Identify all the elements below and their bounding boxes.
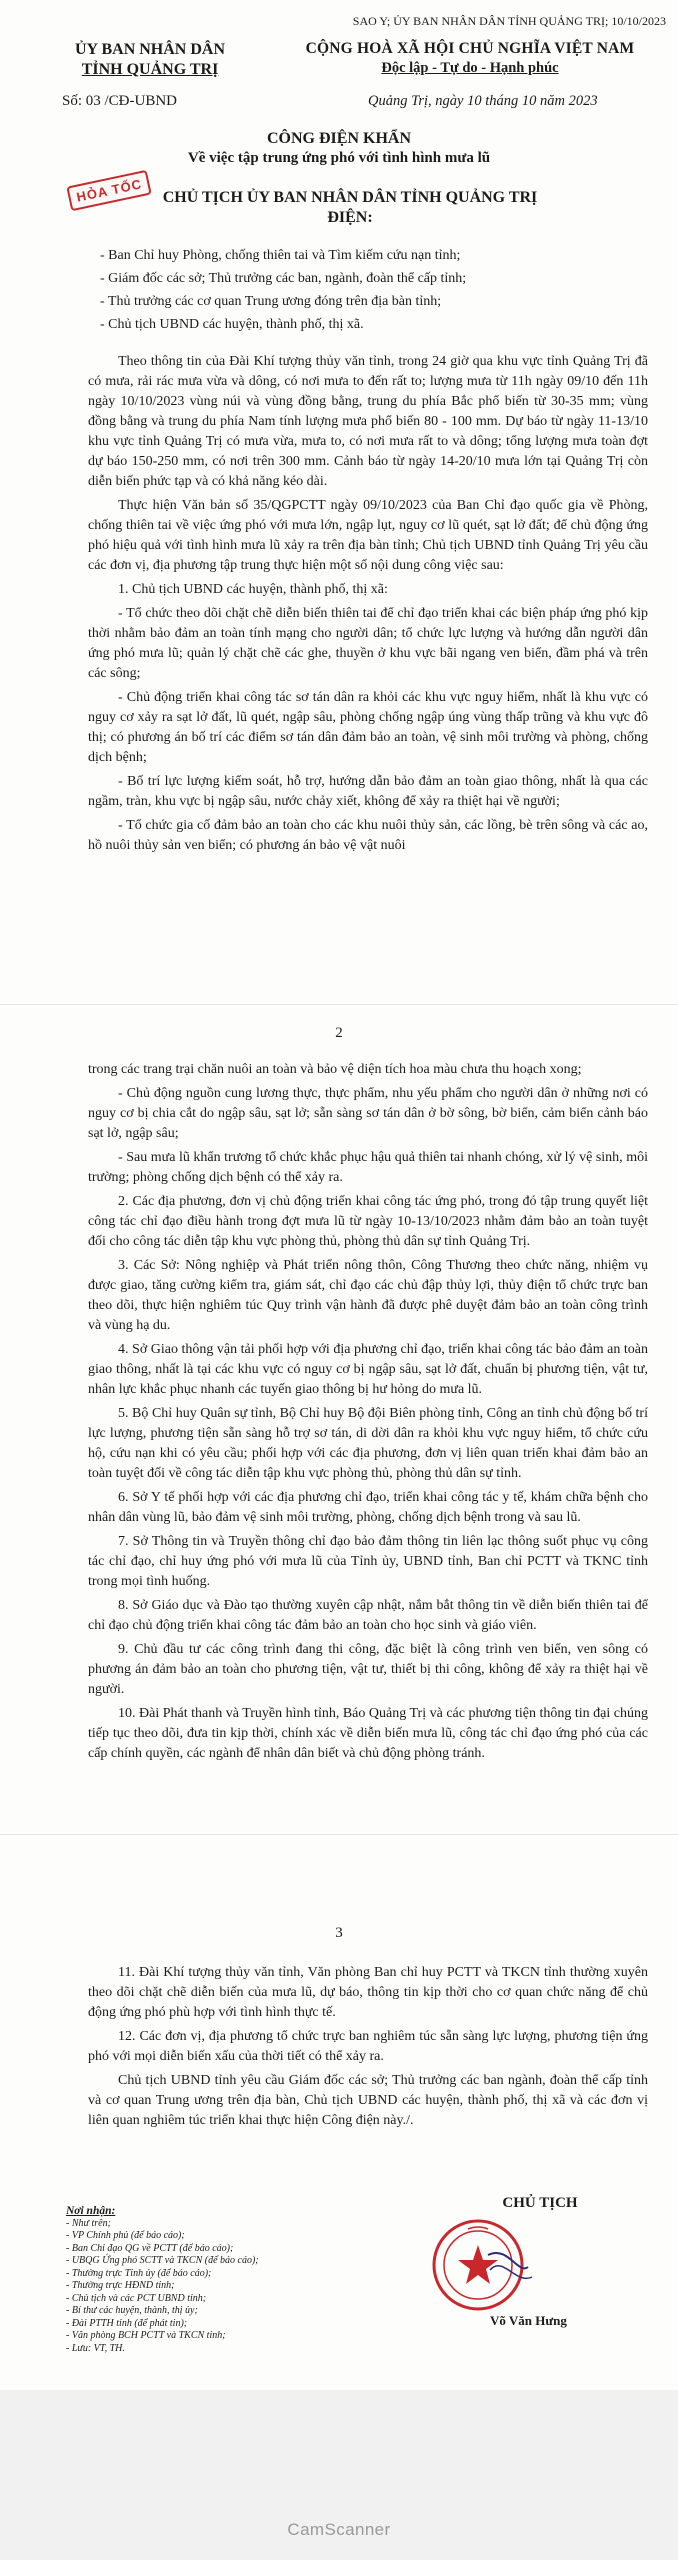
document-subtitle: Về việc tập trung ứng phó với tình hình mưa lũ (187, 150, 491, 166)
page1-body (88, 352, 648, 860)
page-number: 2 (335, 1025, 343, 1041)
recipients-block-item: - VP Chính phủ (để báo cáo); (66, 2230, 185, 2241)
paragraph: 12. Các đơn vị, địa phương tổ chức trực ban nghiêm túc sẵn sàng lực lượng, phương tiện ứng phó với mọi diễn biến xấu của thời tiết có thể xảy ra. (88, 2029, 648, 2064)
recipients-block (66, 2205, 259, 2355)
recipients-block-item: - Lưu: VT, TH. (66, 2342, 125, 2354)
issuer-line2: TỈNH QUẢNG TRỊ (81, 61, 219, 78)
national-title: CỘNG HOÀ XÃ HỘI CHỦ NGHĨA VIỆT NAM (305, 40, 635, 57)
recipient-list (100, 246, 640, 338)
page2-body (88, 1060, 648, 1768)
scanner-brand: CamScanner (287, 2520, 391, 2539)
signer-name: Võ Văn Hưng (490, 2313, 567, 2328)
paragraph: - Tổ chức gia cố đảm bảo an toàn cho các khu nuôi thủy sản, các lồng, bè trên sông và các ao, hồ nuôi thủy sản ven biển; có phương án bảo vệ vật nuôi (88, 818, 648, 853)
document-page-1 (0, 0, 678, 1005)
recipient-item: - Giám đốc các sở; Thủ trưởng các ban, ngành, đoàn thể cấp tỉnh; (100, 271, 467, 286)
recipients-block-item: - Bí thư các huyện, thành, thị ủy; (66, 2305, 198, 2316)
recipient-item: - Ban Chỉ huy Phòng, chống thiên tai và Tìm kiếm cứu nạn tỉnh; (100, 248, 461, 263)
recipients-block-item: - Như trên; (66, 2217, 111, 2229)
document-title: CÔNG ĐIỆN KHẨN (266, 130, 411, 147)
paragraph: 5. Bộ Chỉ huy Quân sự tỉnh, Bộ Chỉ huy Bộ đội Biên phòng tỉnh, Công an tỉnh chủ động bố trí lực lượng, phương tiện sẵn sàng hỗ trợ sơ tán, di dời dân ra khỏi khu vực nguy hiểm, tổ chức cứu hộ, cứu nạn khi có yêu cầu; phối hợp với các địa phương, đơn vị liên quan triển khai đảm bảo an toàn tuyệt đối về công tác diễn tập khu vực phòng thủ, phòng thủ dân sự tỉnh. (88, 1406, 648, 1481)
paragraph: 8. Sở Giáo dục và Đào tạo thường xuyên cập nhật, nắm bắt thông tin về diễn biến thiên tai để chỉ đạo chủ động triển khai công tác đảm bảo an toàn cho học sinh và giáo viên. (88, 1598, 648, 1633)
recipients-label: Nơi nhận: (66, 2205, 116, 2217)
document-page-2 (0, 1005, 678, 1835)
paragraph: 11. Đài Khí tượng thủy văn tỉnh, Văn phòng Ban chỉ huy PCTT và TKCN tỉnh thường xuyên theo dõi chặt chẽ diễn biến của mưa lũ, dự báo, thông tin kịp thời cho cơ quan chức năng để chủ động ứng phó phù hợp với tình hình thực tế. (88, 1965, 648, 2020)
paragraph: - Tổ chức theo dõi chặt chẽ diễn biến thiên tai để chỉ đạo triển khai các biện pháp ứng phó kịp thời nhằm bảo đảm an toàn tính mạng cho người dân; tổ chức lực lượng và hướng dẫn người dân ứng phó mưa lũ; quản lý chặt chẽ các ghe, thuyền ở khu vực bãi ngang ven biển, đầm phá và trên các sông; (88, 606, 648, 681)
paragraph: 6. Sở Y tế phối hợp với các địa phương chỉ đạo, triển khai công tác y tế, khám chữa bệnh cho nhân dân vùng lũ, bảo đảm vệ sinh môi trường, phòng, chống dịch bệnh trong và sau lũ. (88, 1490, 648, 1525)
paragraph: Thực hiện Văn bản số 35/QGPCTT ngày 09/10/2023 của Ban Chỉ đạo quốc gia về Phòng, chống thiên tai về việc ứng phó với mưa lớn, ngập lụt, nguy cơ lũ quét, sạt lở đất; để chủ động ứng phó hiệu quả với tình hình mưa lũ xảy ra trên địa bàn tỉnh; Chủ tịch UBND tỉnh Quảng Trị yêu cầu các đơn vị, địa phương tập trung thực hiện một số nội dung công việc sau: (88, 498, 648, 573)
signature-title: CHỦ TỊCH (502, 2195, 578, 2211)
urgent-stamp: HỎA TỐC (66, 170, 152, 212)
recipients-block-item: - Văn phòng BCH PCTT và TKCN tỉnh; (66, 2330, 226, 2341)
paragraph: trong các trang trại chăn nuôi an toàn và bảo vệ diện tích hoa màu chưa thu hoạch xong; (88, 1062, 582, 1077)
page3-body (88, 1963, 648, 2135)
paragraph: 7. Sở Thông tin và Truyền thông chỉ đạo bảo đảm thông tin liên lạc thông suốt phục vụ công tác chỉ đạo, chỉ huy ứng phó với mưa lũ của Tỉnh ủy, UBND tỉnh, Ban chỉ PCTT và TKNC tỉnh trong mọi tình huống. (88, 1534, 648, 1589)
recipients-block-item: - Ban Chỉ đạo QG về PCTT (để báo cáo); (66, 2242, 234, 2254)
paragraph: 10. Đài Phát thanh và Truyền hình tỉnh, Báo Quảng Trị và các phương tiện thông tin đại chúng tiếp tục theo dõi, đưa tin kịp thời, chính xác về diễn biến mưa lũ, công tác chỉ đạo ứng phó của các cấp chính quyền, các ngành để nhân dân biết và chủ động phòng tránh. (88, 1706, 648, 1761)
recipients-block-item: - Đài PTTH tỉnh (để phát tin); (66, 2317, 188, 2329)
paragraph: Chủ tịch UBND tỉnh yêu cầu Giám đốc các sở; Thủ trưởng các ban ngành, đoàn thể cấp tỉnh và cơ quan Trung ương trên địa bàn, Chủ tịch UBND các huyện, thành phố, thị xã và các đơn vị liên quan nghiêm túc triển khai thực hiện Công điện này./. (88, 2073, 648, 2128)
paragraph: 9. Chủ đầu tư các công trình đang thi công, đặc biệt là công trình ven biển, ven sông có phương án đảm bảo an toàn cho phương tiện, vật tư, thiết bị thi công, không để xảy ra thiệt hại về người. (88, 1642, 648, 1697)
paragraph: 4. Sở Giao thông vận tải phối hợp với địa phương chỉ đạo, triển khai công tác bảo đảm an toàn giao thông, nhất là tại các khu vực có nguy cơ bị ngập sâu, sạt lở đất, chuẩn bị phương tiện, vật tư, nhân lực khắc phục nhanh các tuyến giao thông bị hư hỏng do mưa lũ. (88, 1342, 648, 1397)
paragraph: - Chủ động triển khai công tác sơ tán dân ra khỏi các khu vực nguy hiểm, nhất là khu vực có nguy cơ xảy ra sạt lở đất, lũ quét, ngập sâu, phòng chống ngập úng vùng thấp trũng và khu vực đô thị; có phương án bố trí các điểm sơ tán dân đảm bảo an toàn, vệ sinh môi trường và phòng, chống dịch bệnh; (88, 690, 648, 765)
paragraph: - Chủ động nguồn cung lương thực, thực phẩm, nhu yếu phẩm cho người dân ở những nơi có nguy cơ bị chia cắt do ngập sâu, sạt lở; sẵn sàng sơ tán dân ở bờ sông, bờ biển, cảm biển cảnh báo sạt lở, ngập sâu; (88, 1086, 648, 1141)
recipients-block-item: - Chủ tịch và các PCT UBND tỉnh; (66, 2292, 207, 2304)
document-page-3 (0, 1835, 678, 2390)
recipients-block-item: - Thường trực HĐND tỉnh; (66, 2280, 175, 2291)
paragraph: - Bố trí lực lượng kiểm soát, hỗ trợ, hướng dẫn bảo đảm an toàn giao thông, nhất là qua các ngầm, tràn, khu vực bị ngập sâu, nước chảy xiết, không để xảy ra thiệt hại về người; (88, 774, 648, 809)
official-seal-icon (428, 2215, 538, 2315)
document-number: Số: 03 /CĐ-UBND (62, 93, 178, 109)
recipient-item: - Chủ tịch UBND các huyện, thành phố, thị xã. (100, 317, 364, 332)
national-motto: Độc lập - Tự do - Hạnh phúc (381, 60, 559, 76)
national-header (300, 40, 640, 77)
paragraph: - Sau mưa lũ khẩn trương tổ chức khắc phục hậu quả thiên tai nhanh chóng, xử lý vệ sinh, môi trường; phòng chống dịch bệnh có thể xảy ra. (88, 1150, 648, 1185)
paragraph: Theo thông tin của Đài Khí tượng thủy văn tỉnh, trong 24 giờ qua khu vực tỉnh Quảng Trị đã có mưa, rải rác mưa vừa và dông, có nơi mưa to đến rất to; lượng mưa từ 11h ngày 09/10 đến 11h ngày 10/10/2023 vùng núi và vùng đồng bằng, trung du phía Bắc phổ biến từ 30-35 mm; vùng đồng bằng và trung du phía Nam tính lượng mưa phổ biến 80 - 100 mm. Dự báo từ ngày 11-13/10 khu vực tỉnh Quảng Trị có mưa vừa, mưa to, có nơi mưa rất to và dông; tổng lượng mưa toàn đợt dự báo 150-250 mm, có nơi trên 300 mm. Cảnh báo từ ngày 14-20/10 mưa lớn tại Quảng Trị còn diễn biến phức tạp và có khả năng kéo dài. (88, 354, 648, 489)
recipients-block-item: - Thường trực Tỉnh ủy (để báo cáo); (66, 2267, 212, 2279)
page-number: 3 (335, 1925, 343, 1941)
paragraph: 2. Các địa phương, đơn vị chủ động triển khai công tác ứng phó, trong đó tập trung quyết liệt công tác chỉ đạo điều hành trong đợt mưa lũ từ ngày 10-13/10/2023 nhằm đảm bảo an toàn tuyệt đối cho công tác diễn tập khu vực phòng thủ, phòng thủ dân sự tỉnh Quảng Trị. (88, 1194, 648, 1249)
issuer-header (60, 40, 240, 80)
paragraph: 1. Chủ tịch UBND các huyện, thành phố, thị xã: (118, 582, 388, 597)
recipient-item: - Thủ trưởng các cơ quan Trung ương đóng trên địa bàn tỉnh; (100, 294, 442, 309)
place-date: Quảng Trị, ngày 10 tháng 10 năm 2023 (368, 93, 598, 109)
sender-heading: CHỦ TỊCH ỦY BAN NHÂN DÂN TỈNH QUẢNG TRỊ ĐIỆN: (162, 189, 538, 226)
copy-header: SAO Y; ỦY BAN NHÂN DÂN TỈNH QUẢNG TRỊ; 10/10/2023 (352, 14, 666, 28)
issuer-line1: ỦY BAN NHÂN DÂN (74, 41, 226, 58)
recipients-block-item: - UBQG Ứng phó SCTT và TKCN (để báo cáo); (66, 2255, 259, 2266)
paragraph: 3. Các Sở: Nông nghiệp và Phát triển nông thôn, Công Thương theo chức năng, nhiệm vụ được giao, tăng cường kiểm tra, giám sát, chỉ đạo các chủ đập thủy lợi, thủy điện tổ chức trực ban theo dõi, thực hiện nghiêm túc Quy trình vận hành đã được phê duyệt đảm bảo an toàn công trình và vùng hạ du. (88, 1258, 648, 1333)
